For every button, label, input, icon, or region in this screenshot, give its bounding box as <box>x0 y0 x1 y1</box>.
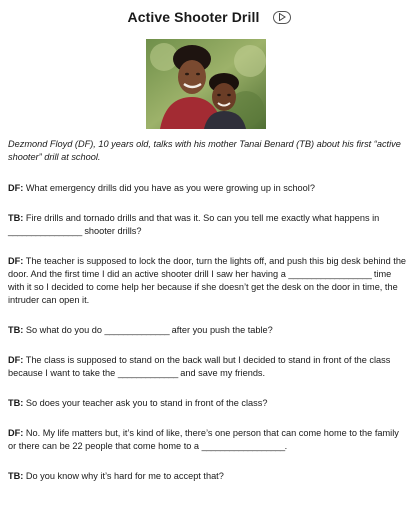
play-icon <box>278 13 286 21</box>
dialogue-line <box>8 470 408 483</box>
speaker-label: DF: <box>8 183 24 193</box>
speaker-label: TB: <box>8 471 24 481</box>
speaker-label: TB: <box>8 213 24 223</box>
page-title: Active Shooter Drill <box>127 9 260 25</box>
intro-text: Dezmond Floyd (DF), 10 years old, talks with his mother Tanai Benard (TB) about his first “active shooter” drill at school. <box>8 139 401 162</box>
dialogue-text: and save my friends. <box>177 368 266 378</box>
dialogue-text: The class is supposed to stand on the back wall but I decided to stand in front of the class because I want to take the <box>8 355 391 378</box>
dialogue-line <box>8 324 408 337</box>
dialogue-line <box>8 182 408 195</box>
fill-in-blank[interactable]: _____________ <box>117 368 178 378</box>
dialogue-text: What emergency drills did you have as you were growing up in school? <box>25 183 315 193</box>
header <box>0 9 419 25</box>
fill-in-blank[interactable]: __________________ <box>288 269 372 279</box>
dialogue-text: So what do you do <box>25 325 105 335</box>
speaker-label: TB: <box>8 325 24 335</box>
dialogue-text: time with it so I decided to come help her because if she doesn’t get the desk on the door in time, the intruder can open it. <box>8 269 398 305</box>
dialogue-line <box>8 212 408 238</box>
fill-in-blank[interactable]: ________________ <box>8 226 82 236</box>
dialogue-text: So does your teacher ask you to stand in front of the class? <box>25 398 268 408</box>
dialogue-line <box>8 397 408 410</box>
speaker-label: DF: <box>8 256 24 266</box>
fill-in-blank[interactable]: __________________ <box>201 441 285 451</box>
photo <box>146 39 266 129</box>
dialogue-text: Fire drills and tornado drills and that was it. So can you tell me exactly what happens in <box>25 213 380 223</box>
play-button[interactable] <box>273 11 291 24</box>
dialogue-line <box>8 354 408 380</box>
dialogue-text: Do you know why it’s hard for me to accept that? <box>25 471 224 481</box>
dialogue-line <box>8 255 408 307</box>
dialogue-text: . <box>284 441 288 451</box>
dialogue-text: after you push the table? <box>169 325 273 335</box>
dialogue-text: The teacher is supposed to lock the door, turn the lights off, and push this big desk behind the door. And the first time I did an active shooter drill I saw her having a <box>8 256 407 279</box>
transcript <box>8 138 408 500</box>
speaker-label: DF: <box>8 428 24 438</box>
speaker-label: DF: <box>8 355 24 365</box>
dialogue-line <box>8 427 408 453</box>
dialogue-text: shooter drills? <box>81 226 142 236</box>
dialogue-text: No. My life matters but, it’s kind of like, there’s one person that can come home to the family or there can be 22 people that come home to a <box>8 428 399 451</box>
fill-in-blank[interactable]: ______________ <box>104 325 170 335</box>
dialogue <box>8 182 408 483</box>
photo-image <box>146 39 266 129</box>
speaker-label: TB: <box>8 398 24 408</box>
